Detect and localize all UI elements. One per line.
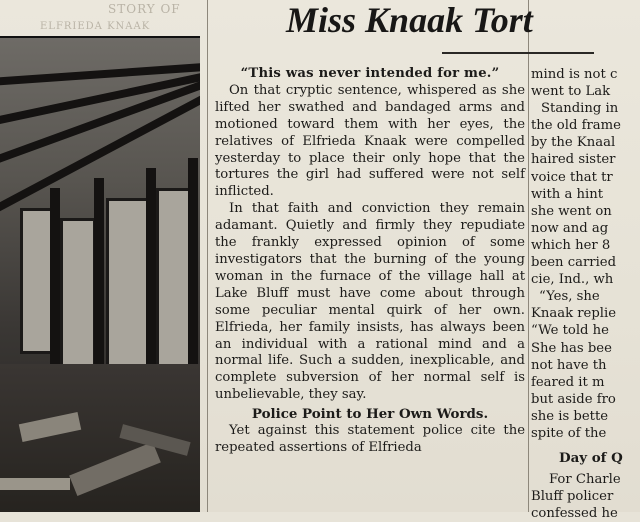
left-column [0, 0, 206, 512]
article-paragraph: Yet against this statement police cite the repeated assertions of Elfrieda [215, 423, 525, 455]
article-column [215, 66, 525, 457]
right-column [531, 66, 640, 522]
right-line: Standing in [541, 101, 619, 117]
right-line: Bluff policer [531, 489, 614, 505]
right-line: been carried [531, 255, 617, 271]
right-line: Knaak replie [531, 306, 617, 322]
opening-quote: “This was never intended for me.” [240, 66, 500, 81]
article-paragraph: On that cryptic sentence, whispered as she lifted her swathed and bandaged arms and motioned toward them with her eyes, the relatives of Elfrieda Knaak were compelled yesterday to place their only hope that the tortures the girl had suffered were not self inflicted. [215, 82, 525, 200]
right-line: confessed he [531, 506, 618, 522]
article-subhead: Police Point to Her Own Words. [251, 406, 489, 423]
right-line: mind is not c [531, 67, 618, 82]
right-line: For Charle [549, 472, 621, 488]
right-line: She has bee [531, 340, 612, 356]
right-line: voice that tr [531, 169, 613, 185]
right-line: haired sister [531, 152, 616, 168]
ghost-line-1: STORY OF [108, 2, 181, 16]
headline-rule [442, 52, 594, 54]
right-line: now and ag [531, 220, 609, 236]
right-line: she went on [531, 203, 612, 219]
right-line: “Yes, she [539, 289, 600, 305]
right-line: the old frame [531, 118, 621, 134]
right-subhead: Day of Q [559, 450, 623, 467]
right-line: spite of the [531, 425, 607, 441]
right-line: she is bette [531, 408, 609, 424]
column-rule [207, 0, 208, 512]
ghost-line-2: ELFRIEDA KNAAK [40, 21, 151, 32]
right-line: which her 8 [531, 237, 611, 253]
ghost-text [0, 0, 206, 36]
right-line: feared it m [531, 374, 605, 390]
right-line: with a hint [531, 186, 604, 202]
fire-scene-photo [0, 36, 200, 512]
right-line: cie, Ind., wh [531, 272, 614, 288]
article-paragraph: In that faith and conviction they remain adamant. Quietly and firmly they repudiate the frankly expressed opinion of some investigators that the burning of the young woman in the furnace of the village hall at Lake Bluff must have come about through some peculiar mental quirk of her own. Elfrieda, her family insists, has always been an individual with a rational mind and a normal life. Such a sudden, inexplicable, and complete subversion of her normal self is unbelievable, they say. [215, 201, 525, 403]
right-line: but aside fro [531, 391, 616, 407]
right-line: not have th [531, 357, 607, 373]
right-line: “We told he [531, 323, 609, 339]
column-rule [528, 0, 529, 512]
right-line: went to Lak [531, 84, 611, 100]
right-line: by the Knaal [531, 135, 616, 151]
headline: Miss Knaak Tort [286, 0, 533, 40]
